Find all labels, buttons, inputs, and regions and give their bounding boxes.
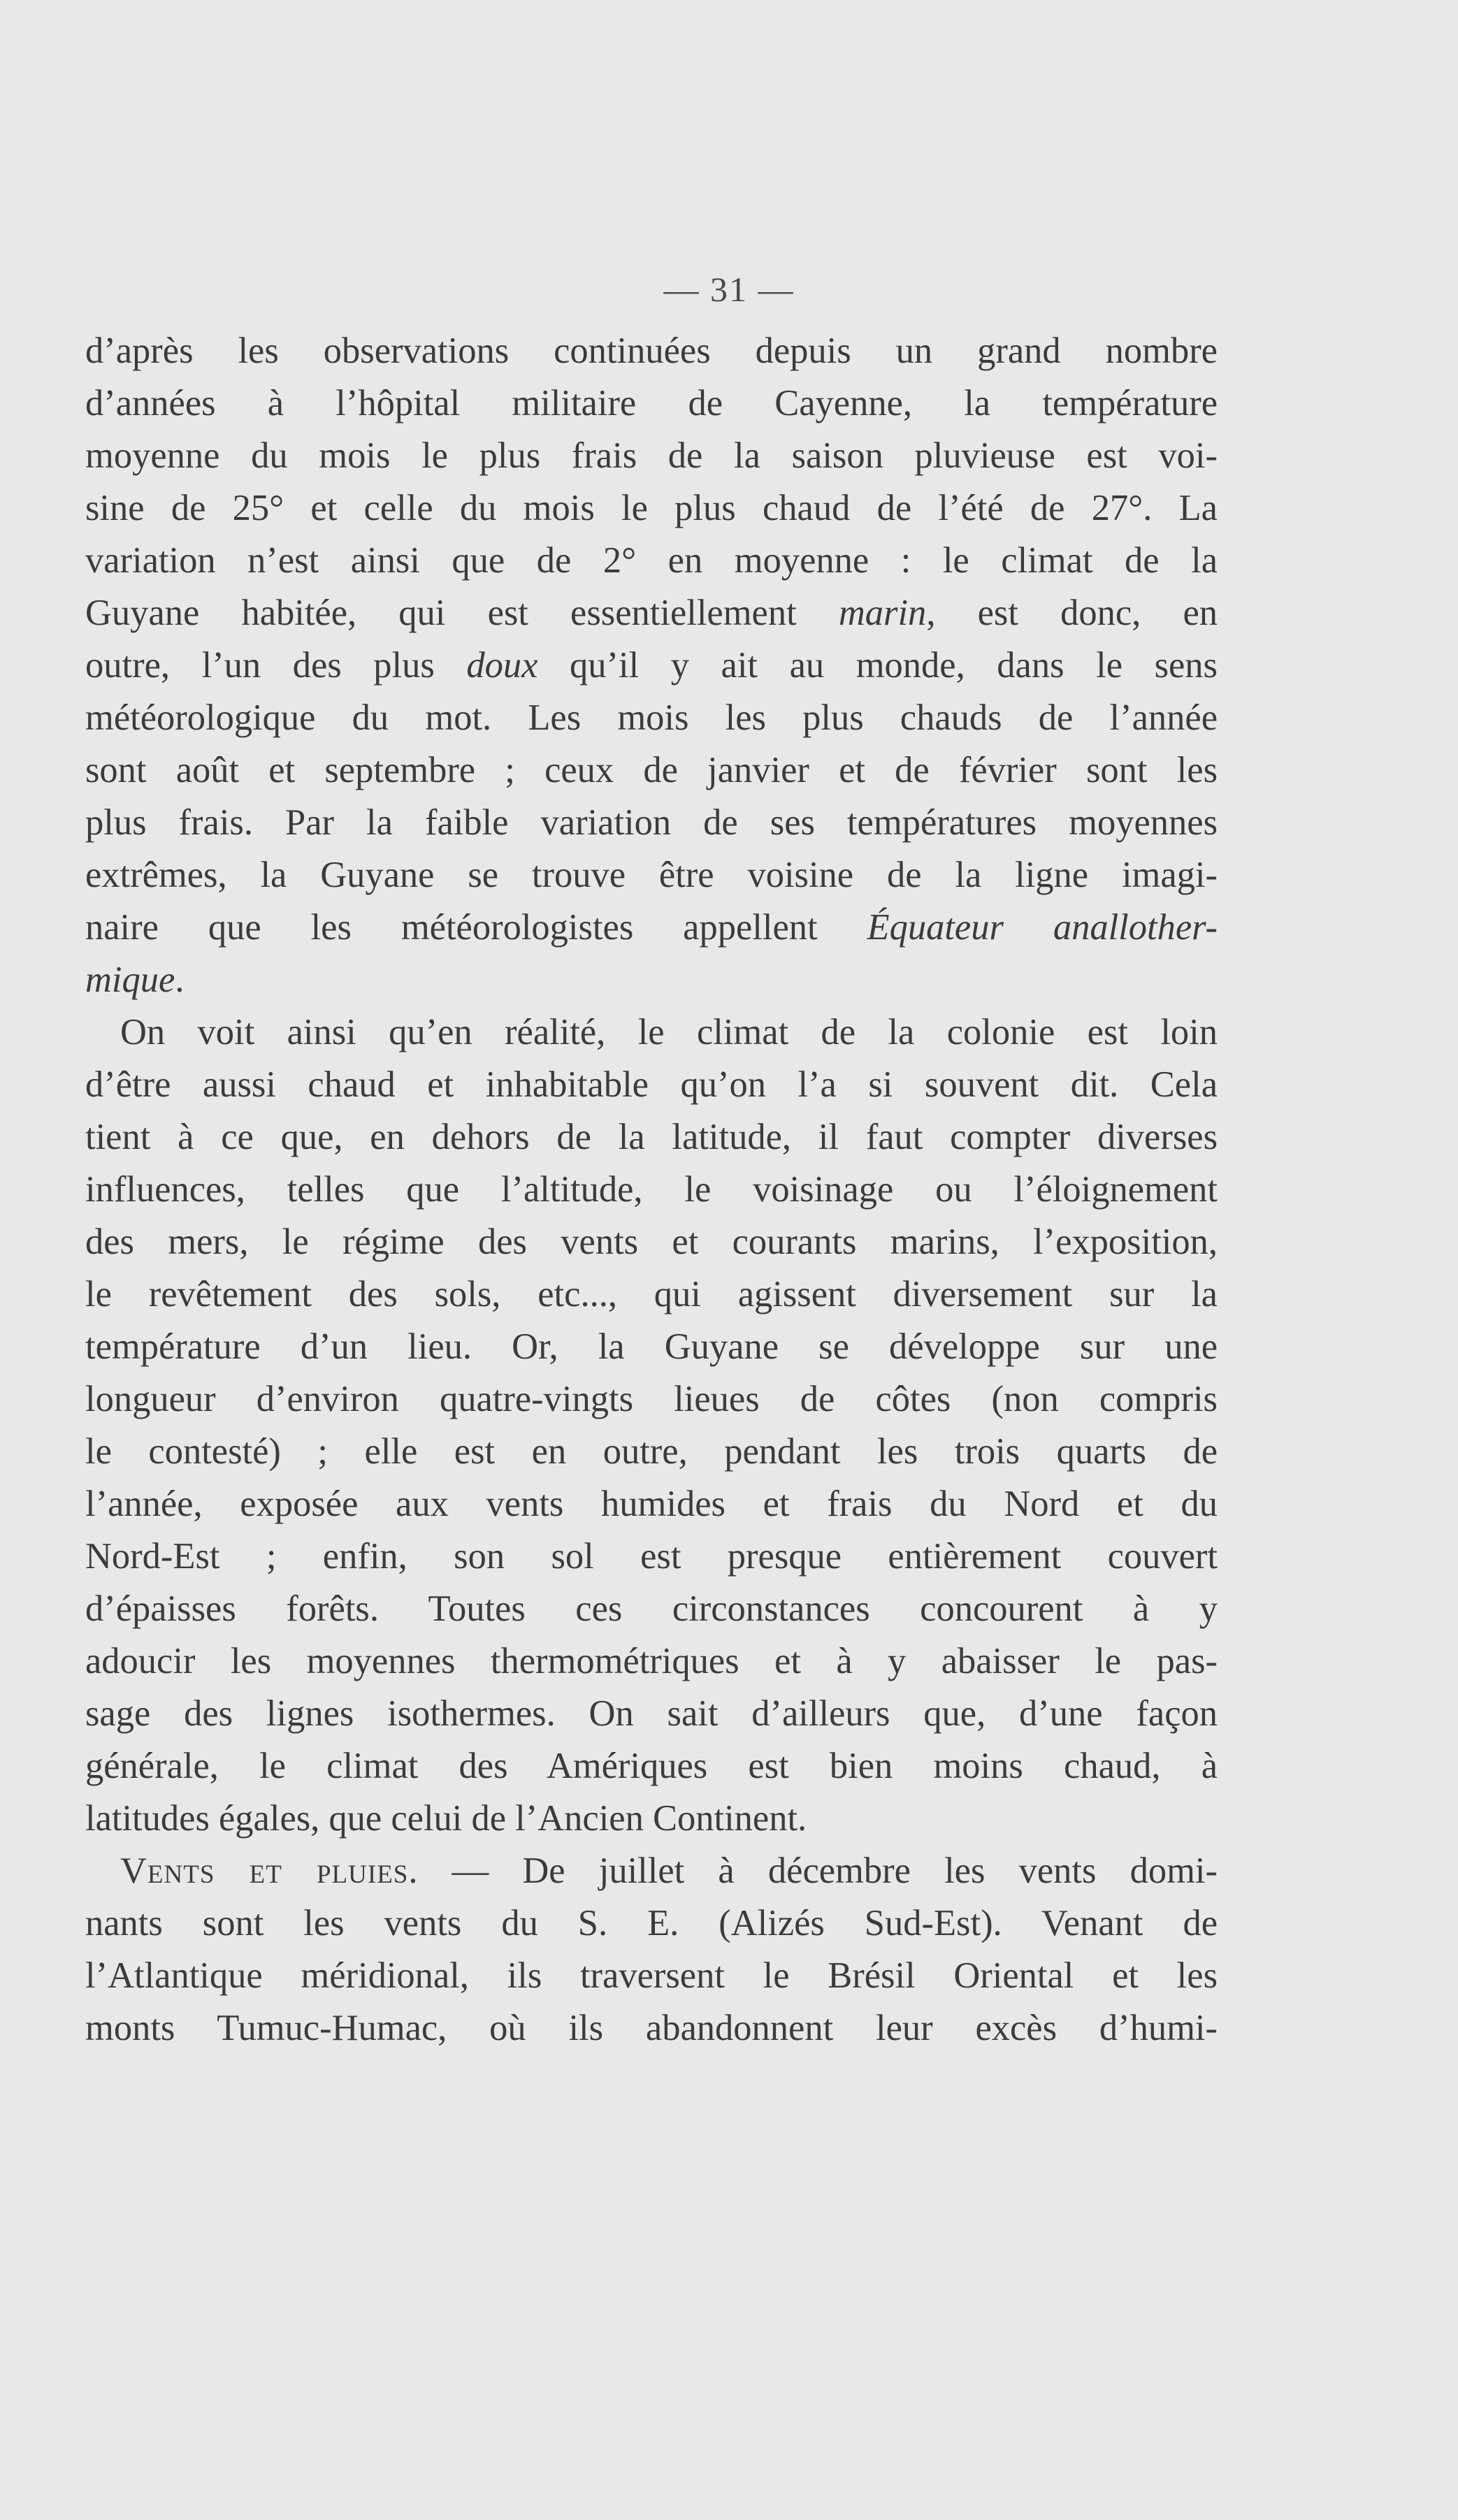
text-line: d’être aussi chaud et inhabitable qu’on l’a si souvent dit. Cela xyxy=(85,1064,1218,1105)
italic-term: marin xyxy=(838,593,927,633)
text-line: nants sont les vents du S. E. (Alizés Sud-Est). Venant de xyxy=(85,1903,1218,1943)
text-line: variation n’est ainsi que de 2° en moyenne : le climat de la xyxy=(85,540,1218,581)
text-line: d’années à l’hôpital militaire de Cayenne, la température xyxy=(85,383,1218,423)
text-line: extrêmes, la Guyane se trouve être voisine de la ligne imagi- xyxy=(85,855,1218,895)
text-line: latitudes égales, que celui de l’Ancien Continent. xyxy=(85,1798,807,1839)
text-line: adoucir les moyennes thermométriques et à y abaisser le pas- xyxy=(85,1641,1218,1681)
text-line: Guyane habitée, qui est essentiellement marin, est donc, en xyxy=(85,593,1218,633)
text-line: générale, le climat des Amériques est bien moins chaud, à xyxy=(85,1746,1218,1786)
text-line: mique. xyxy=(85,960,185,1000)
text-line: tient à ce que, en dehors de la latitude, il faut compter diverses xyxy=(85,1117,1218,1157)
text-line: sage des lignes isothermes. On sait d’ailleurs que, d’une façon xyxy=(85,1693,1218,1734)
italic-term: Équateur anallother- xyxy=(867,907,1218,948)
text-line: d’après les observations continuées depuis un grand nombre xyxy=(85,331,1218,371)
text-line: Nord-Est ; enfin, son sol est presque entièrement couvert xyxy=(85,1536,1218,1577)
text-line: le revêtement des sols, etc..., qui agissent diversement sur la xyxy=(85,1274,1218,1315)
paragraph-3 xyxy=(85,1845,1218,2055)
text-line: sine de 25° et celle du mois le plus chaud de l’été de 27°. La xyxy=(85,488,1218,528)
text-line: naire que les météorologistes appellent Équateur anallother- xyxy=(85,907,1218,948)
text-line: plus frais. Par la faible variation de ses températures moyennes xyxy=(85,802,1218,843)
text-line: Vents et pluies. — De juillet à décembre les vents domi- xyxy=(120,1851,1218,1891)
paragraph-2 xyxy=(85,1006,1218,1845)
italic-term: doux xyxy=(466,645,538,686)
text-line: l’année, exposée aux vents humides et frais du Nord et du xyxy=(85,1484,1218,1524)
italic-term: mique xyxy=(85,960,175,1000)
paragraph-1 xyxy=(85,325,1218,1006)
text-line: monts Tumuc-Humac, où ils abandonnent leur excès d’humi- xyxy=(85,2008,1218,2048)
text-line: d’épaisses forêts. Toutes ces circonstances concourent à y xyxy=(85,1588,1218,1629)
text-line: outre, l’un des plus doux qu’il y ait au monde, dans le sens xyxy=(85,645,1218,686)
text-line: longueur d’environ quatre-vingts lieues de côtes (non compris xyxy=(85,1379,1218,1419)
text-line: moyenne du mois le plus frais de la saison pluvieuse est voi- xyxy=(85,435,1218,476)
page-number: — 31 — xyxy=(663,270,795,309)
section-heading: Vents et pluies. xyxy=(120,1851,419,1891)
text-line: On voit ainsi qu’en réalité, le climat de la colonie est loin xyxy=(120,1012,1218,1052)
text-line: sont août et septembre ; ceux de janvier et de février sont les xyxy=(85,750,1218,790)
text-line: l’Atlantique méridional, ils traversent le Brésil Oriental et les xyxy=(85,1955,1218,1996)
text-line: influences, telles que l’altitude, le voisinage ou l’éloignement xyxy=(85,1169,1218,1210)
text-line: le contesté) ; elle est en outre, pendant les trois quarts de xyxy=(85,1431,1218,1472)
text-line: température d’un lieu. Or, la Guyane se développe sur une xyxy=(85,1326,1218,1367)
body-text xyxy=(85,325,1218,2055)
text-line: des mers, le régime des vents et courants marins, l’exposition, xyxy=(85,1222,1218,1262)
text-line: météorologique du mot. Les mois les plus chauds de l’année xyxy=(85,697,1218,738)
